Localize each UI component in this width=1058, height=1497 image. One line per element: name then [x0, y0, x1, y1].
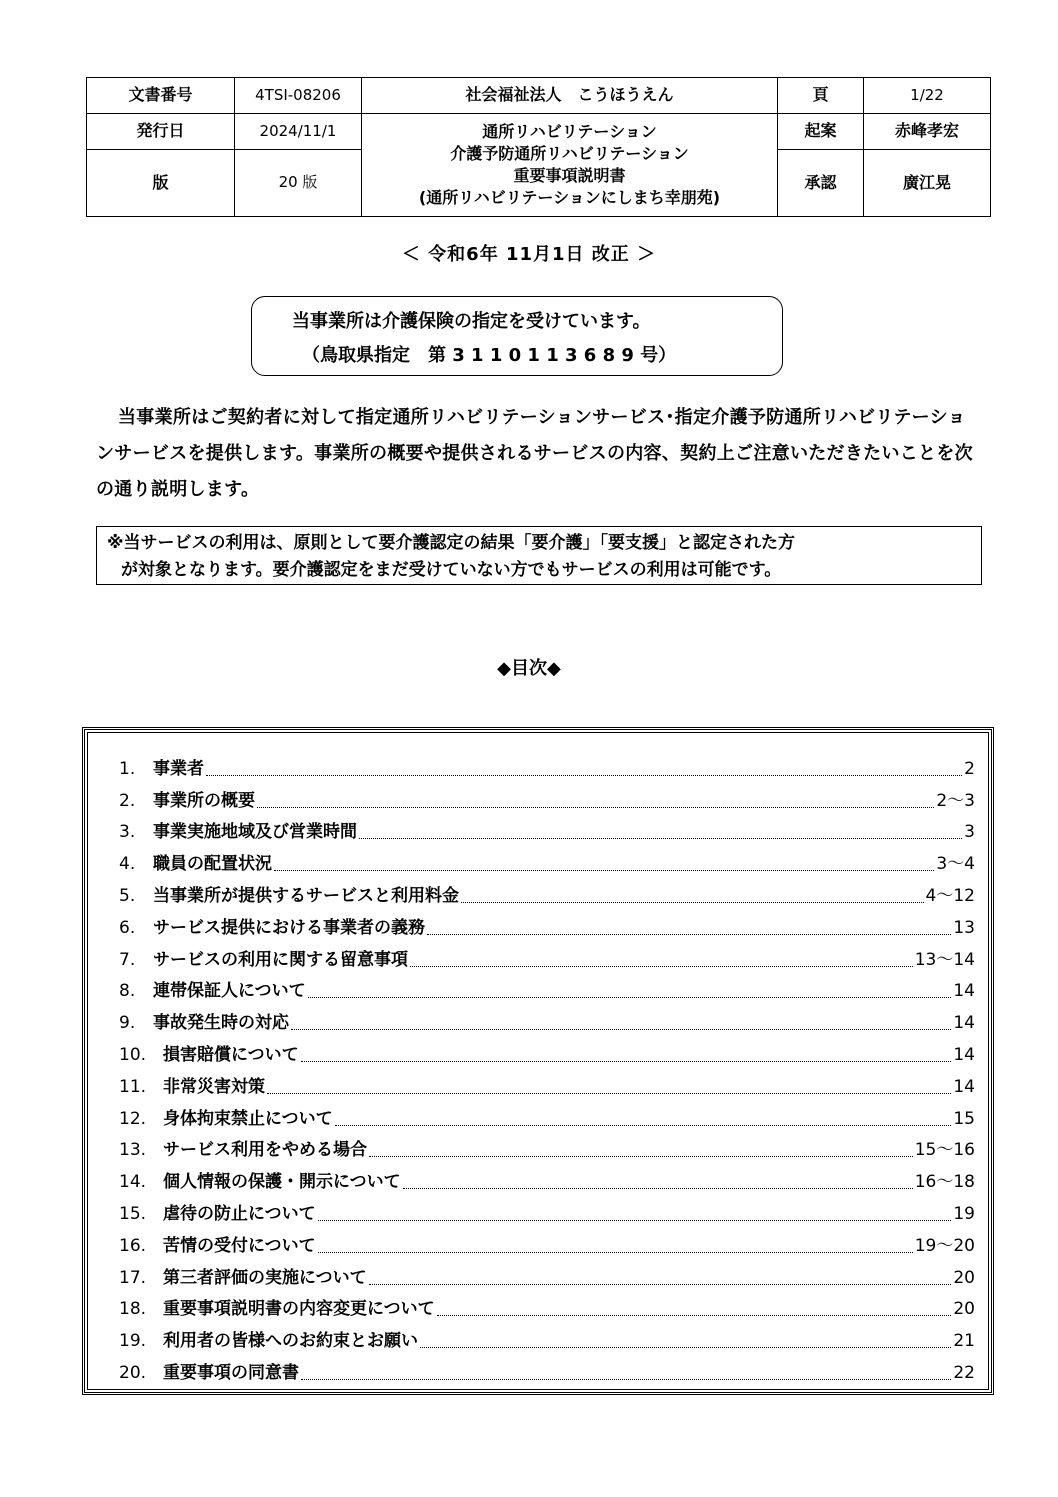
toc-dot-leader — [274, 869, 934, 871]
toc-item — [119, 748, 975, 780]
toc-item — [119, 1320, 975, 1352]
draft-label: 起案 — [778, 114, 864, 150]
toc-dot-leader — [461, 901, 924, 903]
toc-item-number: 7. — [119, 949, 136, 970]
toc-dot-leader — [267, 1092, 951, 1094]
toc-item-title: 利用者の皆様へのお約束とお願い — [163, 1331, 418, 1352]
toc-item-title: 重要事項説明書の内容変更について — [163, 1299, 435, 1320]
toc-dot-leader — [335, 1124, 952, 1126]
toc-item-number: 6. — [119, 917, 136, 938]
toc-item-title: 個人情報の保護・開示について — [163, 1172, 401, 1193]
toc-item — [119, 1002, 975, 1034]
toc-item — [119, 1225, 975, 1257]
toc-item — [119, 1098, 975, 1130]
toc-item-title: 事業所の概要 — [153, 790, 255, 811]
toc-dot-leader — [318, 1251, 913, 1253]
toc-item-title: 事業実施地域及び営業時間 — [153, 822, 357, 843]
toc-item-page: 13～14 — [914, 949, 975, 970]
title-line: (通所リハビリテーションにしまち幸朋苑) — [418, 188, 721, 207]
version-value: 20 版 — [235, 150, 362, 217]
toc-dot-leader — [257, 806, 934, 808]
toc-item — [119, 780, 975, 812]
toc-list — [119, 748, 975, 1384]
toc-dot-leader — [206, 774, 962, 776]
designation-box — [251, 296, 783, 376]
issue-date-value: 2024/11/1 — [235, 114, 362, 150]
toc-item-number: 2. — [119, 790, 136, 811]
toc-item-title: 重要事項の同意書 — [163, 1362, 299, 1383]
toc-item-title: 事故発生時の対応 — [153, 1013, 289, 1034]
page-value: 1/22 — [864, 78, 991, 114]
toc-item-number: 15. — [119, 1203, 147, 1224]
toc-item-number: 16. — [119, 1235, 147, 1256]
toc-item-title: 非常災害対策 — [163, 1076, 265, 1097]
document-title — [362, 114, 778, 217]
title-line: 重要事項説明書 — [513, 166, 626, 185]
toc-item-page: 14 — [953, 1013, 975, 1034]
toc-item-number: 9. — [119, 1013, 136, 1034]
toc-item — [119, 843, 975, 875]
page-label: 頁 — [778, 78, 864, 114]
toc-item-title: 職員の配置状況 — [153, 854, 272, 875]
toc-item — [119, 1193, 975, 1225]
toc-dot-leader — [420, 1346, 951, 1348]
toc-item-page: 19 — [953, 1203, 975, 1224]
version-label: 版 — [87, 150, 235, 217]
toc-dot-leader — [301, 1378, 951, 1380]
toc-item-page: 19～20 — [914, 1235, 975, 1256]
toc-item-page: 20 — [953, 1299, 975, 1320]
toc-dot-leader — [403, 1187, 913, 1189]
designation-line-2: （鳥取県指定 第 3 1 1 0 1 1 3 6 8 9 号） — [302, 345, 677, 366]
toc-item-title: 損害賠償について — [163, 1044, 299, 1065]
toc-dot-leader — [369, 1155, 913, 1157]
toc-dot-leader — [369, 1283, 952, 1285]
toc-item-page: 4～12 — [925, 885, 975, 906]
toc-item-title: サービスの利用に関する留意事項 — [153, 949, 408, 970]
toc-item-number: 18. — [119, 1299, 147, 1320]
toc-item-number: 13. — [119, 1140, 147, 1161]
intro-paragraph: 当事業所はご契約者に対して指定通所リハビリテーションサービス･指定介護予防通所リハビリテーションサービスを提供します。事業所の概要や提供されるサービスの内容、契約上ご注意いただきたいことを次の通り説明します。 — [96, 407, 973, 500]
toc-item-page: 14 — [953, 1044, 975, 1065]
approval-label: 承認 — [778, 150, 864, 217]
toc-item-title: 連帯保証人について — [153, 981, 306, 1002]
document-header-table — [86, 77, 991, 217]
toc-item-page: 21 — [953, 1331, 975, 1352]
toc-item-title: サービス提供における事業者の義務 — [153, 917, 425, 938]
toc-item-page: 15 — [953, 1108, 975, 1129]
toc-item-number: 20. — [119, 1362, 147, 1383]
toc-heading: ◆目次◆ — [497, 658, 561, 679]
toc-item-number: 19. — [119, 1331, 147, 1352]
toc-item-number: 12. — [119, 1108, 147, 1129]
toc-item-page: 22 — [953, 1362, 975, 1383]
toc-item-number: 11. — [119, 1076, 147, 1097]
toc-dot-leader — [410, 965, 913, 967]
toc-item-number: 1. — [119, 758, 136, 779]
toc-item-page: 3 — [964, 822, 975, 843]
toc-dot-leader — [318, 1219, 952, 1221]
toc-dot-leader — [437, 1314, 952, 1316]
toc-item-page: 2～3 — [936, 790, 975, 811]
notice-box — [96, 526, 982, 585]
approver-name: 廣江晃 — [864, 150, 991, 217]
toc-item-page: 14 — [953, 1076, 975, 1097]
toc-item — [119, 971, 975, 1003]
toc-item-page: 14 — [953, 981, 975, 1002]
toc-item-title: 第三者評価の実施について — [163, 1267, 367, 1288]
toc-item — [119, 1352, 975, 1384]
toc-dot-leader — [291, 1028, 951, 1030]
toc-item-title: 苦情の受付について — [163, 1235, 316, 1256]
toc-item — [119, 1161, 975, 1193]
doc-no-label: 文書番号 — [87, 78, 235, 114]
designation-line-1: 当事業所は介護保険の指定を受けています。 — [292, 311, 651, 332]
toc-item-title: 身体拘束禁止について — [163, 1108, 333, 1129]
toc-item-number: 4. — [119, 854, 136, 875]
toc-item — [119, 812, 975, 844]
toc-item — [119, 939, 975, 971]
toc-item-number: 5. — [119, 885, 136, 906]
toc-item-page: 3～4 — [936, 854, 975, 875]
title-line: 通所リハビリテーション — [482, 122, 657, 141]
toc-dot-leader — [427, 933, 951, 935]
toc-item-page: 16～18 — [914, 1172, 975, 1193]
toc-item — [119, 1066, 975, 1098]
table-of-contents — [82, 727, 994, 1395]
toc-item — [119, 1257, 975, 1289]
toc-item-title: サービス利用をやめる場合 — [163, 1140, 367, 1161]
revision-date: ＜ 令和6年 11月1日 改正 ＞ — [401, 244, 657, 265]
toc-item-title: 虐待の防止について — [163, 1203, 316, 1224]
toc-item-page: 2 — [964, 758, 975, 779]
toc-item — [119, 1034, 975, 1066]
toc-item — [119, 1130, 975, 1162]
notice-line-1: ※当サービスの利用は、原則として要介護認定の結果「要介護」「要支援」と認定された方 — [107, 533, 796, 553]
toc-item-title: 当事業所が提供するサービスと利用料金 — [153, 885, 459, 906]
doc-no-value: 4TSI-08206 — [235, 78, 362, 114]
toc-item-number: 3. — [119, 822, 136, 843]
toc-item-number: 10. — [119, 1044, 147, 1065]
toc-item-number: 17. — [119, 1267, 147, 1288]
toc-dot-leader — [308, 996, 952, 998]
draft-author: 赤峰孝宏 — [864, 114, 991, 150]
toc-dot-leader — [301, 1060, 952, 1062]
toc-item-page: 13 — [953, 917, 975, 938]
issue-date-label: 発行日 — [87, 114, 235, 150]
toc-dot-leader — [359, 837, 962, 839]
toc-item — [119, 1289, 975, 1321]
toc-item-title: 事業者 — [153, 758, 204, 779]
organization-name: 社会福祉法人 こうほうえん — [362, 78, 778, 114]
toc-item-page: 20 — [953, 1267, 975, 1288]
toc-item-number: 8. — [119, 981, 136, 1002]
toc-item — [119, 875, 975, 907]
toc-item-page: 15～16 — [914, 1140, 975, 1161]
toc-item-number: 14. — [119, 1172, 147, 1193]
toc-item — [119, 907, 975, 939]
title-line: 介護予防通所リハビリテーション — [450, 144, 689, 163]
notice-line-2: が対象となります。要介護認定をまだ受けていない方でもサービスの利用は可能です。 — [121, 560, 782, 580]
